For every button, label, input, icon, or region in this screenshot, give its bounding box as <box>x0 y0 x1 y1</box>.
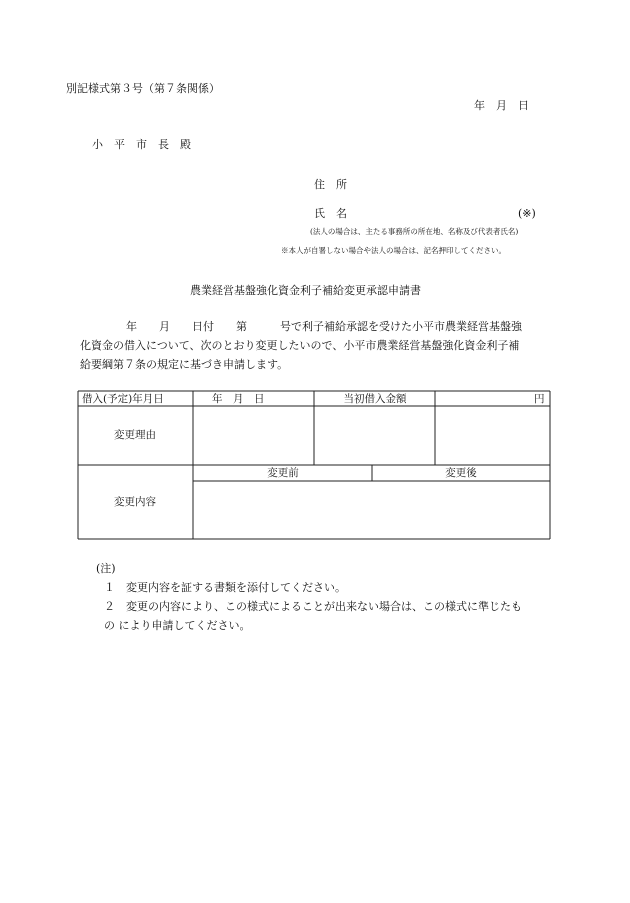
form-number: 別記様式第３号（第７条関係） <box>66 82 220 95</box>
note-item-2-continued: の により申請してください。 <box>104 619 251 632</box>
change-content-label: 変更内容 <box>114 496 156 508</box>
addressee: 小 平 市 長 殿 <box>92 138 191 151</box>
note-item-1: １ 変更内容を証する書類を添付してください。 <box>104 581 346 594</box>
seal-mark: (※) <box>518 207 536 220</box>
document-title: 農業経営基盤強化資金利子補給変更承認申請書 <box>190 284 421 297</box>
date-line: 年 月 日 <box>474 99 529 112</box>
initial-amount-label: 当初借入金額 <box>343 393 407 405</box>
loan-date-label: 借入(予定)年月日 <box>82 393 164 405</box>
loan-date-value: 年 月 日 <box>212 393 265 405</box>
signature-note: ※本人が自署しない場合や法人の場合は、記名押印してください。 <box>281 246 506 255</box>
body-line-3: 給要綱第７条の規定に基づき申請します。 <box>80 358 289 371</box>
amount-unit: 円 <box>534 393 545 405</box>
after-change-label: 変更後 <box>445 467 477 479</box>
name-label: 氏 名 <box>314 207 347 220</box>
body-line-1: 年 月 日付 第 号で利子補給承認を受けた小平市農業経営基盤強 <box>126 320 522 333</box>
note-item-2: ２ 変更の内容により、この様式によることが出来ない場合は、この様式に準じたも <box>104 600 522 613</box>
change-reason-label: 変更理由 <box>114 429 156 441</box>
body-line-2: 化資金の借入について、次のとおり変更したいので、小平市農業経営基盤強化資金利子補 <box>80 339 520 352</box>
address-label: 住 所 <box>314 178 347 191</box>
corporation-note: (法人の場合は、主たる事務所の所在地、名称及び代表者氏名) <box>310 227 519 236</box>
before-change-label: 変更前 <box>267 467 299 479</box>
notes-heading: (注) <box>96 562 116 575</box>
